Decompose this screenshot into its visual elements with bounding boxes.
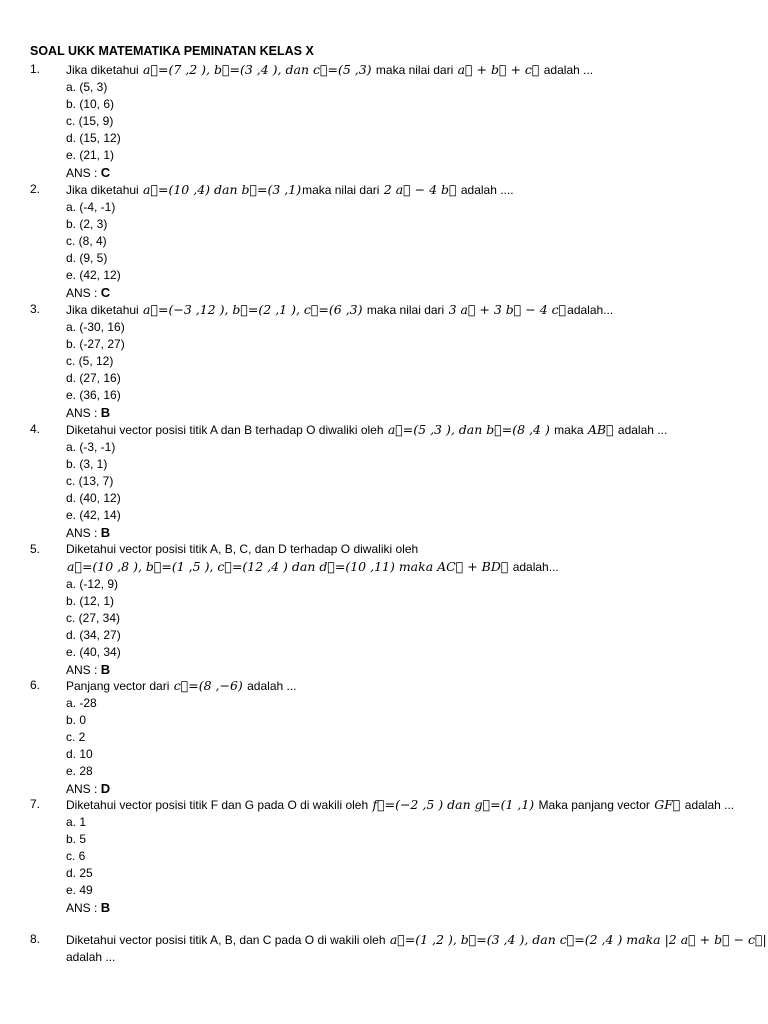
question-body (66, 301, 755, 422)
answer-option: c. (27, 34) (66, 611, 121, 625)
answer-key-letter: B (100, 662, 111, 677)
question-stem (66, 931, 767, 949)
answer-key (66, 404, 755, 422)
math-expression: a⃗=(1 ,2 ), b⃗=(3 ,4 ), dan c⃗=(2 ,4 ) maka |2 a⃗ + b⃗ − c⃗| (389, 932, 767, 947)
answer-option: e. 28 (66, 764, 93, 778)
question-number: 7. (30, 797, 41, 811)
answer-option: d. 25 (66, 866, 93, 880)
question-item (30, 181, 755, 302)
answer-key-letter: B (100, 900, 111, 915)
question-item (30, 931, 767, 966)
question-text: adalah... (509, 560, 559, 574)
math-expression: AB⃗ (587, 422, 614, 437)
question-text: Diketahui vector posisi titik A dan B terhadap O diwaliki oleh (66, 423, 387, 437)
answer-key-label: ANS : (66, 406, 101, 420)
question-text: maka nilai dari (372, 63, 457, 77)
answer-option: a. (5, 3) (66, 80, 108, 94)
answer-option: e. 49 (66, 883, 93, 897)
answer-option: c. 2 (66, 730, 86, 744)
answer-option: a. (-30, 16) (66, 320, 125, 334)
answer-key-letter: B (100, 525, 111, 540)
answer-option: e. (21, 1) (66, 148, 115, 162)
question-text: maka nilai dari (302, 183, 383, 197)
answer-option: c. (8, 4) (66, 234, 107, 248)
question-number: 1. (30, 62, 41, 76)
answer-option: b. (10, 6) (66, 97, 115, 111)
question-number: 3. (30, 302, 41, 316)
question-text: maka (550, 423, 587, 437)
answer-option: d. (15, 12) (66, 131, 121, 145)
answer-option: d. (9, 5) (66, 251, 108, 265)
question-body (66, 796, 755, 917)
question-text: adalah ... (614, 423, 668, 437)
question-stem (66, 301, 755, 319)
math-expression: a⃗=(7 ,2 ), b⃗=(3 ,4 ), dan c⃗=(5 ,3) (143, 62, 372, 77)
question-item (30, 61, 755, 182)
answer-option: e. (42, 14) (66, 508, 121, 522)
question-text: adalah .... (457, 183, 514, 197)
answer-option: e. (40, 34) (66, 645, 121, 659)
question-body (66, 61, 755, 182)
answer-option: a. (-3, -1) (66, 440, 116, 454)
question-body (66, 677, 755, 798)
question-text: Diketahui vector posisi titik A, B, C, dan D terhadap O diwaliki oleh (66, 542, 419, 556)
question-stem (66, 796, 755, 814)
math-expression: c⃗=(8 ,−6) (173, 678, 243, 693)
answer-key-letter: D (100, 781, 111, 796)
answer-option: d. (40, 12) (66, 491, 121, 505)
answer-option: d. 10 (66, 747, 93, 761)
answer-option: d. (34, 27) (66, 628, 121, 642)
math-expression: GF⃗ (654, 797, 681, 812)
question-text: Diketahui vector posisi titik F dan G pada O di wakili oleh (66, 798, 372, 812)
question-text: Panjang vector dari (66, 679, 173, 693)
answer-option: a. -28 (66, 696, 97, 710)
answer-key-label: ANS : (66, 166, 101, 180)
question-text: adalah ... (681, 798, 735, 812)
answer-option: b. (3, 1) (66, 457, 108, 471)
answer-key (66, 164, 755, 182)
math-expression: a⃗=(10 ,4) dan b⃗=(3 ,1) (143, 182, 302, 197)
answer-option: e. (36, 16) (66, 388, 121, 402)
question-body (66, 421, 755, 542)
answer-key-label: ANS : (66, 901, 101, 915)
answer-key-label: ANS : (66, 663, 101, 677)
question-item (30, 796, 755, 917)
question-stem (66, 421, 755, 439)
document-title: SOAL UKK MATEMATIKA PEMINATAN KELAS X (30, 44, 314, 58)
question-number: 4. (30, 422, 41, 436)
question-text: Diketahui vector posisi titik A, B, dan C pada O di wakili oleh (66, 933, 389, 947)
answer-option: d. (27, 16) (66, 371, 121, 385)
answer-option: c. (13, 7) (66, 474, 114, 488)
answer-option: e. (42, 12) (66, 268, 121, 282)
question-stem-continued (66, 949, 755, 966)
question-text: adalah ... (243, 679, 297, 693)
question-text: adalah ... (540, 63, 594, 77)
answer-key (66, 899, 755, 917)
question-number: 6. (30, 678, 41, 692)
question-item (30, 677, 755, 798)
question-stem (66, 181, 755, 199)
question-item (30, 541, 755, 679)
answer-key-letter: C (100, 285, 111, 300)
answer-option: b. (2, 3) (66, 217, 108, 231)
answer-key (66, 524, 755, 542)
answer-key-letter: C (100, 165, 111, 180)
answer-option: b. (12, 1) (66, 594, 115, 608)
question-text: Maka panjang vector (535, 798, 654, 812)
answer-option: b. (-27, 27) (66, 337, 125, 351)
answer-key (66, 284, 755, 302)
question-text: adalah ... (66, 950, 116, 964)
question-stem-continued (66, 558, 755, 576)
question-stem (66, 541, 755, 558)
math-expression: a⃗=(10 ,8 ), b⃗=(1 ,5 ), c⃗=(12 ,4 ) dan d⃗=(10 ,11) maka AC⃗ + BD⃗ (67, 559, 509, 574)
answer-key-label: ANS : (66, 526, 101, 540)
math-expression: a⃗=(−3 ,12 ), b⃗=(2 ,1 ), c⃗=(6 ,3) (143, 302, 363, 317)
question-stem (66, 61, 755, 79)
math-expression: 3 a⃗ + 3 b⃗ − 4 c⃗ (448, 302, 567, 317)
question-body (66, 541, 755, 679)
answer-option: c. 6 (66, 849, 86, 863)
math-expression: a⃗ + b⃗ + c⃗ (457, 62, 540, 77)
answer-key-label: ANS : (66, 286, 101, 300)
question-number: 5. (30, 542, 41, 556)
question-stem (66, 677, 755, 695)
question-number: 8. (30, 932, 41, 946)
answer-option: c. (5, 12) (66, 354, 114, 368)
question-item (30, 301, 755, 422)
math-expression: 2 a⃗ − 4 b⃗ (383, 182, 457, 197)
question-text: Jika diketahui (66, 303, 143, 317)
question-item (30, 421, 755, 542)
question-text: Jika diketahui (66, 183, 143, 197)
answer-option: b. 5 (66, 832, 87, 846)
math-expression: f⃗=(−2 ,5 ) dan g⃗=(1 ,1) (372, 797, 535, 812)
answer-key-letter: B (100, 405, 111, 420)
question-number: 2. (30, 182, 41, 196)
answer-key-label: ANS : (66, 782, 101, 796)
question-text: Jika diketahui (66, 63, 143, 77)
answer-option: a. 1 (66, 815, 87, 829)
math-expression: a⃗=(5 ,3 ), dan b⃗=(8 ,4 ) (387, 422, 550, 437)
answer-option: c. (15, 9) (66, 114, 114, 128)
answer-option: a. (-12, 9) (66, 577, 119, 591)
question-body (66, 931, 767, 966)
question-text: adalah... (567, 303, 614, 317)
answer-option: a. (-4, -1) (66, 200, 116, 214)
answer-option: b. 0 (66, 713, 87, 727)
question-body (66, 181, 755, 302)
question-text: maka nilai dari (363, 303, 448, 317)
